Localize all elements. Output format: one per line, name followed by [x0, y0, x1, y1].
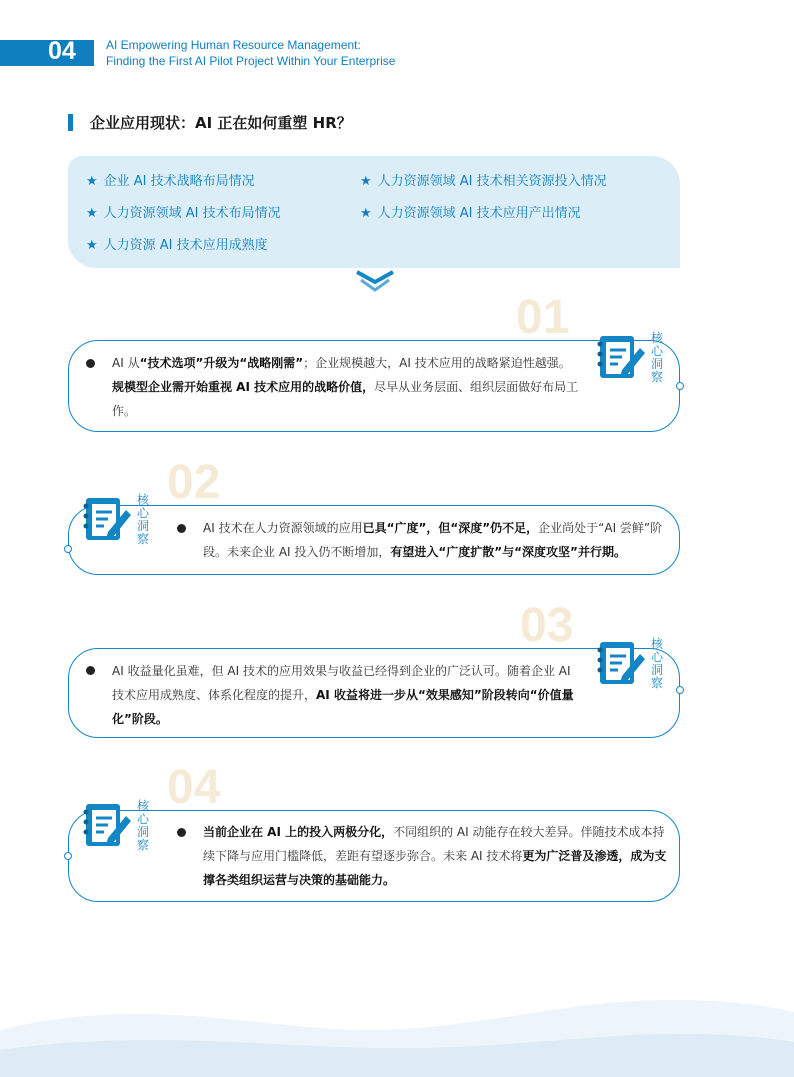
insight-badge — [596, 636, 663, 694]
notepad-pen-icon — [596, 636, 646, 690]
card-number: 01 — [516, 291, 570, 344]
card-number: 03 — [520, 599, 574, 652]
bullet-dot — [177, 524, 186, 533]
card-text: 当前企业在 AI 上的投入两极分化，不同组织的 AI 动能存在较大差异。伴随技术成本持续下降与应用门槛降低，差距有望逐步弥合。未来 AI 技术将更为广泛普及渗透，成为支撑各类组织运营与决策的基础能力。 — [203, 825, 667, 887]
summary-item-label: 人力资源领域 AI 技术应用产出情况 — [377, 206, 581, 221]
star-icon: ★ — [86, 238, 98, 253]
page-number: 04 — [48, 37, 76, 65]
summary-item — [360, 202, 581, 221]
insight-label: 核心洞察 — [650, 331, 663, 384]
summary-item-label: 人力资源 AI 技术应用成熟度 — [103, 238, 268, 253]
card-connector-dot — [64, 852, 72, 860]
card-number: 02 — [167, 456, 221, 509]
card-text: AI 技术在人力资源领域的应用已具“广度”，但“深度”仍不足，企业尚处于“AI 尝鲜”阶段。未来企业 AI 投入仍不断增加，有望进入“广度扩散”与“深度攻坚”并行期。 — [203, 521, 663, 559]
notepad-pen-icon — [82, 492, 132, 546]
section-title: 企业应用现状：AI 正在如何重塑 HR？ — [90, 114, 352, 132]
header-title-line1: AI Empowering Human Resource Management: — [106, 38, 361, 52]
insight-label: 核心洞察 — [136, 493, 149, 546]
card-connector-dot — [64, 545, 72, 553]
summary-box — [68, 156, 680, 268]
card-number: 04 — [167, 761, 221, 814]
star-icon: ★ — [360, 174, 372, 189]
summary-item — [360, 170, 607, 189]
summary-item — [86, 234, 268, 253]
notepad-pen-icon — [82, 798, 132, 852]
insight-label: 核心洞察 — [136, 799, 149, 852]
card-text: AI 收益量化虽难，但 AI 技术的应用效果与收益已经得到企业的广泛认可。随着企业 AI 技术应用成熟度、体系化程度的提升，AI 收益将进一步从“效果感知”阶段转向“价值量化”阶段。 — [112, 664, 574, 726]
section-marker — [68, 114, 73, 131]
header-title-line2: Finding the First AI Pilot Project Within Your Enterprise — [106, 54, 396, 68]
insight-label: 核心洞察 — [650, 637, 663, 690]
star-icon: ★ — [86, 206, 98, 221]
bullet-dot — [86, 359, 95, 368]
insight-badge — [82, 492, 149, 550]
summary-item-label: 人力资源领域 AI 技术布局情况 — [103, 206, 281, 221]
insight-badge — [596, 330, 663, 388]
star-icon: ★ — [86, 174, 98, 189]
summary-item-label: 企业 AI 技术战略布局情况 — [103, 174, 255, 189]
chevron-down-icon — [355, 270, 395, 294]
card-connector-dot — [676, 382, 684, 390]
page-number-tab — [0, 40, 94, 66]
insight-badge — [82, 798, 149, 856]
summary-item-label: 人力资源领域 AI 技术相关资源投入情况 — [377, 174, 607, 189]
card-connector-dot — [676, 686, 684, 694]
summary-item — [86, 202, 281, 221]
summary-item — [86, 170, 255, 189]
notepad-pen-icon — [596, 330, 646, 384]
header-title — [106, 37, 395, 69]
card-text: AI 从“技术选项”升级为“战略刚需”；企业规模越大，AI 技术应用的战略紧迫性越强。 规模型企业需开始重视 AI 技术应用的战略价值，尽早从业务层面、组织层面做好布局工作。 — [112, 356, 579, 418]
bullet-dot — [86, 666, 95, 675]
decorative-wave — [0, 990, 794, 1077]
star-icon: ★ — [360, 206, 372, 221]
bullet-dot — [177, 828, 186, 837]
